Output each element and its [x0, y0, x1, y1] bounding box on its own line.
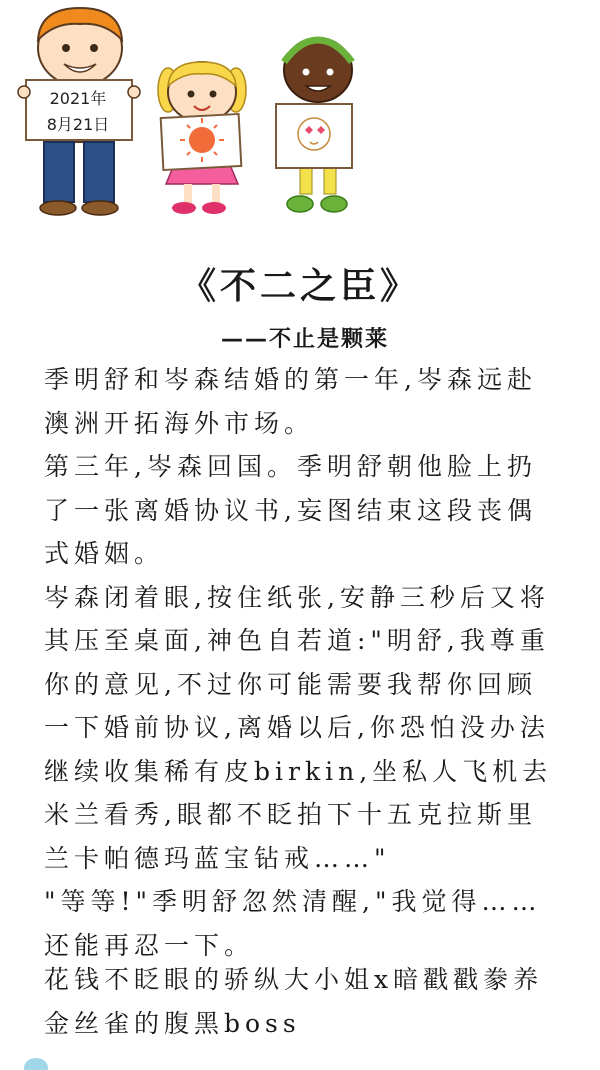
synopsis-paragraph: 岑森闭着眼,按住纸张,安静三秒后又将其压至桌面,神色自若道:"明舒,我尊重你的意见,不过你可能需要我帮你回顾一下婚前协议,离婚以后,你恐怕没办法继续收集稀有皮birkin,坐私人飞机去米兰看秀,眼都不眨拍下十五克拉斯里兰卡帕德玛蓝宝钻戒……": [44, 582, 553, 873]
synopsis-paragraph: 季明舒和岑森结婚的第一年,岑森远赴澳洲开拓海外市场。: [44, 365, 537, 438]
tagline: 花钱不眨眼的骄纵大小姐x暗戳戳豢养金丝雀的腹黑boss: [44, 965, 544, 1038]
decorative-bubble-icon: [22, 1054, 50, 1070]
book-title: 《不二之臣》: [179, 266, 420, 307]
sign-date-line2: 8月21日: [46, 115, 110, 134]
children-illustration: [0, 0, 600, 230]
synopsis-paragraph: "等等!"季明舒忽然清醒,"我觉得……还能再忍一下。: [44, 887, 542, 960]
synopsis: [44, 358, 564, 967]
boy-figure: [18, 8, 140, 215]
sign-date-line1: 2021年: [49, 89, 107, 108]
kid-figure: [276, 38, 352, 212]
synopsis-paragraph: 第三年,岑森回国。季明舒朝他脸上扔了一张离婚协议书,妄图结束这段丧偶式婚姻。: [44, 452, 537, 568]
girl-figure: [158, 62, 246, 214]
book-subtitle: ——不止是颗莱: [220, 327, 389, 352]
